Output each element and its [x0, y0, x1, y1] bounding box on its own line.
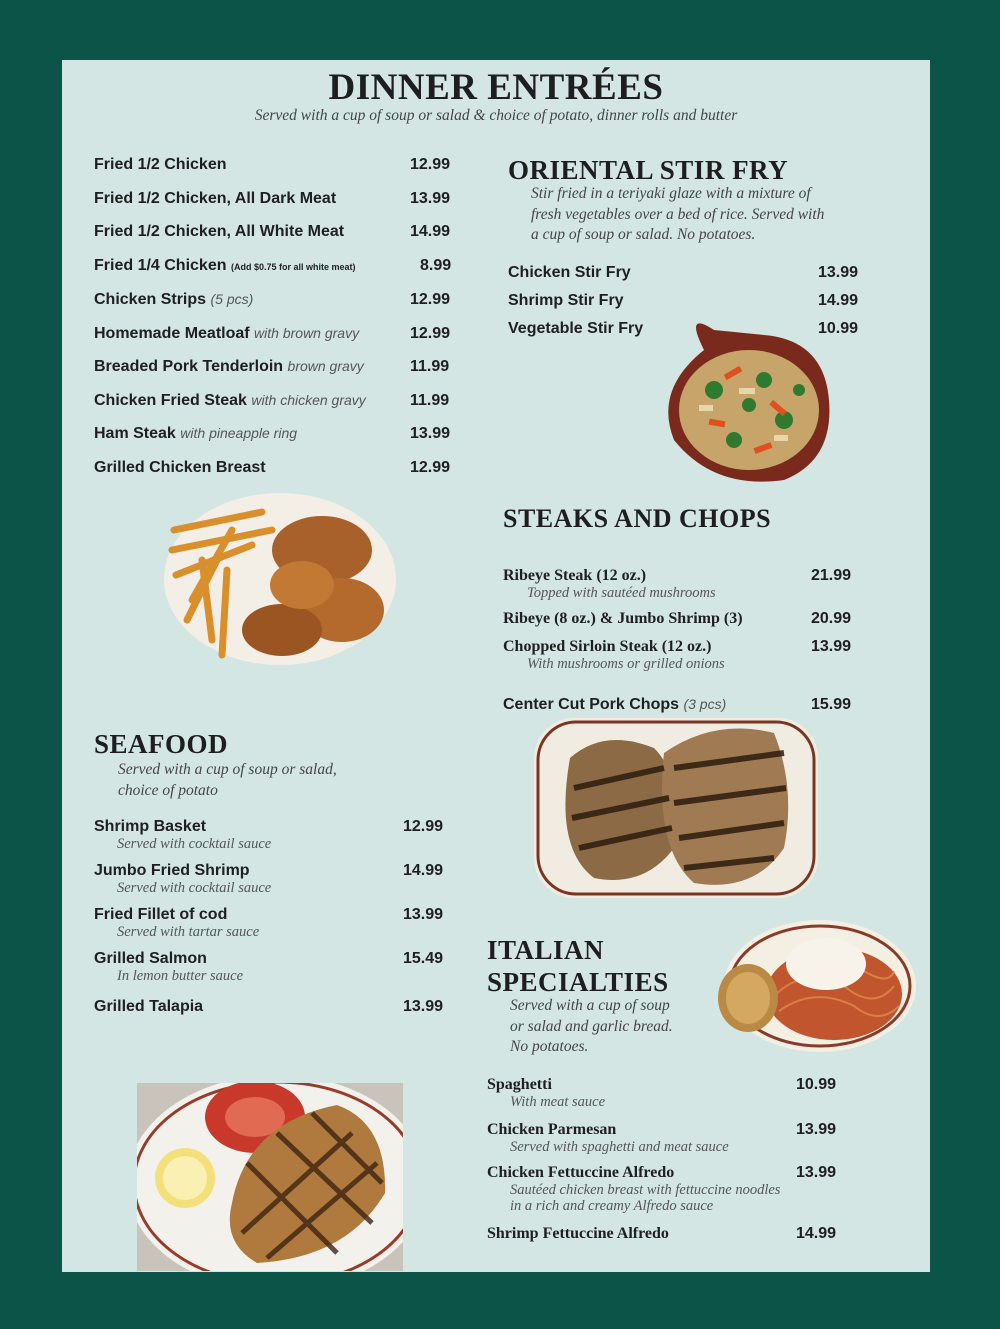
- item-price: 14.99: [818, 292, 859, 309]
- seafood-description: Served with a cup of soup or salad, choice of potato: [118, 761, 337, 799]
- menu-item: Ribeye Steak (12 oz.) Topped with sautéed mushrooms 21.99: [503, 567, 873, 601]
- menu-item: Ribeye (8 oz.) & Jumbo Shrimp (3) 20.99: [503, 610, 852, 627]
- item-price: 13.99: [403, 906, 444, 923]
- menu-item: Fried 1/4 Chicken (Add $0.75 for all white meat) 8.99: [94, 257, 452, 274]
- menu-item: Vegetable Stir Fry 10.99: [508, 320, 859, 337]
- menu-item: Shrimp Basket Served with cocktail sauce 12.99: [94, 818, 454, 852]
- menu-item: Breaded Pork Tenderloin brown gravy 11.99: [94, 358, 450, 375]
- menu-item: Spaghetti With meat sauce 10.99: [487, 1076, 847, 1110]
- item-description: Served with cocktail sauce: [117, 880, 272, 896]
- stirfry-description: Stir fried in a teriyaki glaze with a mixture of fresh vegetables over a bed of rice. Served with a cup of soup or salad. No potatoes.: [531, 185, 825, 243]
- item-price: 10.99: [796, 1076, 837, 1093]
- menu-item: Ham Steak with pineapple ring 13.99: [94, 425, 451, 442]
- item-price: 8.99: [420, 257, 452, 274]
- menu-item: Center Cut Pork Chops (3 pcs) 15.99: [503, 696, 852, 713]
- menu-item: Shrimp Stir Fry 14.99: [508, 292, 859, 309]
- item-description: Sautéed chicken breast with fettuccine noodles: [510, 1182, 781, 1198]
- item-price: 12.99: [410, 156, 451, 173]
- page-title: DINNER ENTRÉES: [328, 67, 664, 108]
- menu-item: Grilled Talapia 13.99: [94, 998, 444, 1015]
- menu-item: Homemade Meatloaf with brown gravy 12.99: [94, 325, 451, 342]
- item-price: 13.99: [410, 425, 451, 442]
- menu-item: Fried 1/2 Chicken, All White Meat 14.99: [94, 223, 451, 240]
- fried-chicken-photo: [162, 490, 398, 668]
- pork-chops-photo: [534, 718, 818, 898]
- menu-item: Chicken Fettuccine Alfredo Sautéed chicken breast with fettuccine noodles in a rich and creamy Alfredo sauce 13.99: [487, 1164, 847, 1214]
- item-description: In lemon butter sauce: [117, 968, 244, 984]
- menu-panel: [62, 60, 930, 1272]
- menu-item: Fried Fillet of cod Served with tartar sauce 13.99: [94, 906, 454, 940]
- menu-item: Chopped Sirloin Steak (12 oz.) With mushrooms or grilled onions 13.99: [503, 638, 873, 672]
- item-price: 21.99: [811, 567, 852, 584]
- item-price: 13.99: [410, 190, 451, 207]
- item-note: (3 pcs): [683, 696, 727, 712]
- item-price: 12.99: [403, 818, 444, 835]
- menu-item: Chicken Fried Steak with chicken gravy 11.99: [94, 392, 450, 409]
- menu-item: Fried 1/2 Chicken, All Dark Meat 13.99: [94, 190, 451, 207]
- item-price: 12.99: [410, 459, 451, 476]
- item-price: 14.99: [410, 223, 451, 240]
- italian-title: ITALIAN SPECIALTIES: [487, 935, 669, 997]
- steaks-title: STEAKS AND CHOPS: [503, 504, 772, 533]
- item-price: 15.49: [403, 950, 444, 967]
- menu-item: Fried 1/2 Chicken 12.99: [94, 156, 451, 173]
- page-subtitle: Served with a cup of soup or salad & choice of potato, dinner rolls and butter: [254, 107, 738, 124]
- spaghetti-photo: [714, 916, 916, 1056]
- stirfry-title: ORIENTAL STIR FRY: [508, 155, 789, 185]
- menu-item: Chicken Stir Fry 13.99: [508, 264, 859, 281]
- item-note: with brown gravy: [254, 325, 360, 341]
- menu-item: Shrimp Fettuccine Alfredo 14.99: [487, 1225, 837, 1242]
- item-price: 10.99: [818, 320, 859, 337]
- item-price: 15.99: [811, 696, 852, 713]
- item-description: in a rich and creamy Alfredo sauce: [510, 1198, 714, 1214]
- menu-item: Grilled Chicken Breast 12.99: [94, 459, 451, 476]
- item-price: 13.99: [403, 998, 444, 1015]
- item-note: (Add $0.75 for all white meat): [230, 262, 356, 272]
- item-price: 13.99: [818, 264, 859, 281]
- grilled-salmon-photo: [137, 1083, 403, 1271]
- stir-fry-photo: [654, 310, 834, 486]
- item-price: 12.99: [410, 325, 451, 342]
- item-note: with pineapple ring: [180, 425, 298, 441]
- item-description: With mushrooms or grilled onions: [527, 656, 725, 672]
- item-price: 11.99: [410, 392, 450, 409]
- item-note: with chicken gravy: [251, 392, 366, 408]
- item-price: 13.99: [811, 638, 852, 655]
- item-note: (5 pcs): [210, 291, 254, 307]
- item-description: With meat sauce: [510, 1094, 606, 1110]
- menu-item: Chicken Strips (5 pcs) 12.99: [94, 291, 451, 308]
- menu-item: Grilled Salmon In lemon butter sauce 15.49: [94, 950, 454, 984]
- item-price: 14.99: [403, 862, 444, 879]
- item-description: Served with tartar sauce: [117, 924, 260, 940]
- menu-item: Chicken Parmesan Served with spaghetti and meat sauce 13.99: [487, 1121, 847, 1155]
- item-price: 14.99: [796, 1225, 837, 1242]
- item-price: 11.99: [410, 358, 450, 375]
- item-description: Served with spaghetti and meat sauce: [510, 1139, 729, 1155]
- item-price: 20.99: [811, 610, 852, 627]
- italian-description: Served with a cup of soup or salad and garlic bread. No potatoes.: [510, 997, 673, 1055]
- menu-item: Jumbo Fried Shrimp Served with cocktail sauce 14.99: [94, 862, 454, 896]
- item-note: brown gravy: [287, 358, 364, 374]
- seafood-title: SEAFOOD: [94, 729, 229, 759]
- item-price: 12.99: [410, 291, 451, 308]
- item-price: 13.99: [796, 1121, 837, 1138]
- item-description: Topped with sautéed mushrooms: [527, 585, 716, 601]
- item-description: Served with cocktail sauce: [117, 836, 272, 852]
- item-price: 13.99: [796, 1164, 837, 1181]
